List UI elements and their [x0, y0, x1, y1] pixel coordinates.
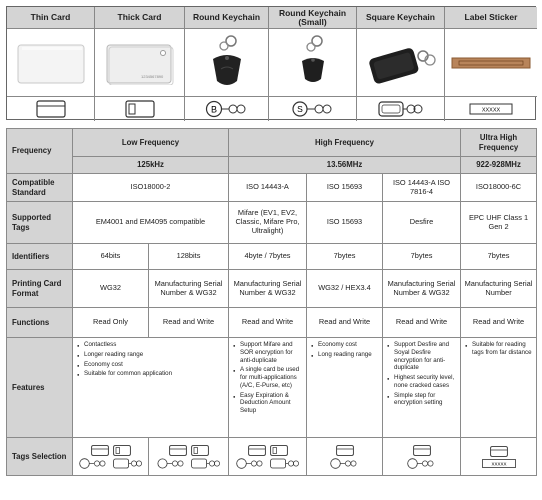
high-band: 13.56MHz: [229, 157, 461, 174]
format-label: Printing Card Format: [7, 270, 73, 308]
feature-item: ● Easy Expiration & Deduction Amount Setup: [240, 392, 303, 415]
tags-label: Supported Tags: [7, 202, 73, 244]
features-label: Features: [7, 338, 73, 438]
product-header-label-sticker: Label Sticker: [445, 7, 537, 29]
feature-item: ● Economy cost: [84, 361, 225, 369]
feature-item: ● Support Mifare and SOR encryption for anti-duplicate: [240, 341, 303, 364]
selection-h3: [383, 438, 461, 476]
tags-h1: Mifare (EV1, EV2, Classic, Mifare Pro, Ultralight): [229, 202, 307, 244]
round-keychain-letter: B: [210, 104, 217, 115]
feature-item: ● Suitable for common application: [84, 370, 225, 378]
square-keychain-icon: [357, 97, 445, 121]
round-keychain-photo: [185, 29, 269, 97]
thin-card-icon: [7, 97, 95, 121]
label-sticker-photo: [445, 29, 537, 97]
feature-item: ● Simple step for encryption setting: [394, 392, 457, 408]
round-keychain-small-icon: [269, 97, 357, 121]
format-h1: Manufacturing Serial Number & WG32: [229, 270, 307, 308]
selection-h1: [229, 438, 307, 476]
feature-item: ● Longer reading range: [84, 351, 225, 359]
thin-card-photo: [7, 29, 95, 97]
label-sticker-icon: [445, 97, 537, 121]
round-keychain-small-photo: [269, 29, 357, 97]
tags-low: EM4001 and EM4095 compatible: [73, 202, 229, 244]
label-sticker-icon: [482, 459, 516, 468]
square-keychain-icon: [113, 458, 143, 469]
thick-card-icon: [113, 445, 131, 456]
identifiers-label: Identifiers: [7, 244, 73, 270]
label-sticker-text: XXXXX: [491, 460, 507, 466]
feature-item: ● A single card be used for multi-applications (A/C, E-Purse, etc): [240, 366, 303, 389]
high-frequency-header: High Frequency: [229, 129, 461, 157]
features-h2: [307, 338, 383, 438]
functions-h2: Read and Write: [307, 308, 383, 338]
functions-l1: Read Only: [73, 308, 149, 338]
functions-uhf: Read and Write: [461, 308, 537, 338]
uhf-band: 922-928MHz: [461, 157, 537, 174]
round-keychain-icon: [236, 458, 266, 469]
functions-l2: Read and Write: [149, 308, 229, 338]
tags-h2: ISO 15693: [307, 202, 383, 244]
round-keychain-icon: [407, 458, 437, 469]
uhf-header: Ultra High Frequency: [461, 129, 537, 157]
identifiers-uhf: 7bytes: [461, 244, 537, 270]
features-h3: [383, 338, 461, 438]
product-header-thick-card: Thick Card: [95, 7, 185, 29]
product-header-square-keychain: Square Keychain: [357, 7, 445, 29]
feature-item: ● Long reading range: [318, 351, 379, 359]
product-strip: [6, 6, 536, 120]
functions-label: Functions: [7, 308, 73, 338]
thick-card-photo: [95, 29, 185, 97]
product-header-thin-card: Thin Card: [7, 7, 95, 29]
selection-h2: [307, 438, 383, 476]
format-h3: Manufacturing Serial Number & WG32: [383, 270, 461, 308]
tags-uhf: EPC UHF Class 1 Gen 2: [461, 202, 537, 244]
thick-card-icon: [270, 445, 288, 456]
thick-card-icon: [191, 445, 209, 456]
thin-card-icon: [248, 445, 266, 456]
round-keychain-icon: [330, 458, 360, 469]
format-uhf: Manufacturing Serial Number: [461, 270, 537, 308]
square-keychain-icon: [270, 458, 300, 469]
identifiers-l2: 128bits: [149, 244, 229, 270]
svg-text:1234567890: 1234567890: [140, 73, 163, 79]
low-frequency-header: Low Frequency: [73, 129, 229, 157]
thin-card-icon: [169, 445, 187, 456]
spec-table: [6, 128, 537, 476]
identifiers-h2: 7bytes: [307, 244, 383, 270]
format-l2: Manufacturing Serial Number & WG32: [149, 270, 229, 308]
low-band: 125kHz: [73, 157, 229, 174]
product-header-round-keychain-small: Round Keychain (Small): [269, 7, 357, 29]
standard-h1: ISO 14443-A: [229, 174, 307, 202]
feature-item: ● Economy cost: [318, 341, 379, 349]
product-header-round-keychain: Round Keychain: [185, 7, 269, 29]
tags-h3: Desfire: [383, 202, 461, 244]
selection-l2: [149, 438, 229, 476]
format-l1: WG32: [73, 270, 149, 308]
identifiers-h3: 7bytes: [383, 244, 461, 270]
frequency-label: Frequency: [7, 129, 73, 174]
standard-uhf: ISO18000-6C: [461, 174, 537, 202]
standard-low: ISO18000-2: [73, 174, 229, 202]
functions-h3: Read and Write: [383, 308, 461, 338]
standard-label: Compatible Standard: [7, 174, 73, 202]
features-uhf: [461, 338, 537, 438]
selection-l1: [73, 438, 149, 476]
thin-card-icon: [413, 445, 431, 456]
identifiers-l1: 64bits: [73, 244, 149, 270]
feature-item: ● Suitable for reading tags from far distance: [472, 341, 533, 357]
thick-card-icon: [95, 97, 185, 121]
standard-h3: ISO 14443-A ISO 7816-4: [383, 174, 461, 202]
feature-item: ● Highest security level, none cracked cases: [394, 374, 457, 390]
features-h1: [229, 338, 307, 438]
identifiers-h1: 4byte / 7bytes: [229, 244, 307, 270]
features-low: [73, 338, 229, 438]
feature-item: ● Support Desfire and Soyal Desfire encryption for anti-duplicate: [394, 341, 457, 372]
round-keychain-icon: [79, 458, 109, 469]
thin-card-icon: [91, 445, 109, 456]
functions-h1: Read and Write: [229, 308, 307, 338]
round-keychain-small-letter: S: [296, 104, 303, 114]
square-keychain-photo: [357, 29, 445, 97]
thin-card-icon: [336, 445, 354, 456]
round-keychain-icon: [185, 97, 269, 121]
thin-card-icon: [490, 446, 508, 457]
selection-label: Tags Selection: [7, 438, 73, 476]
selection-uhf: [461, 438, 537, 476]
standard-h2: ISO 15693: [307, 174, 383, 202]
feature-item: ● Contactless: [84, 341, 225, 349]
label-sticker-text: XXXXX: [481, 107, 501, 114]
format-h2: WG32 / HEX3.4: [307, 270, 383, 308]
round-keychain-small-icon: [157, 458, 187, 469]
square-keychain-icon: [191, 458, 221, 469]
